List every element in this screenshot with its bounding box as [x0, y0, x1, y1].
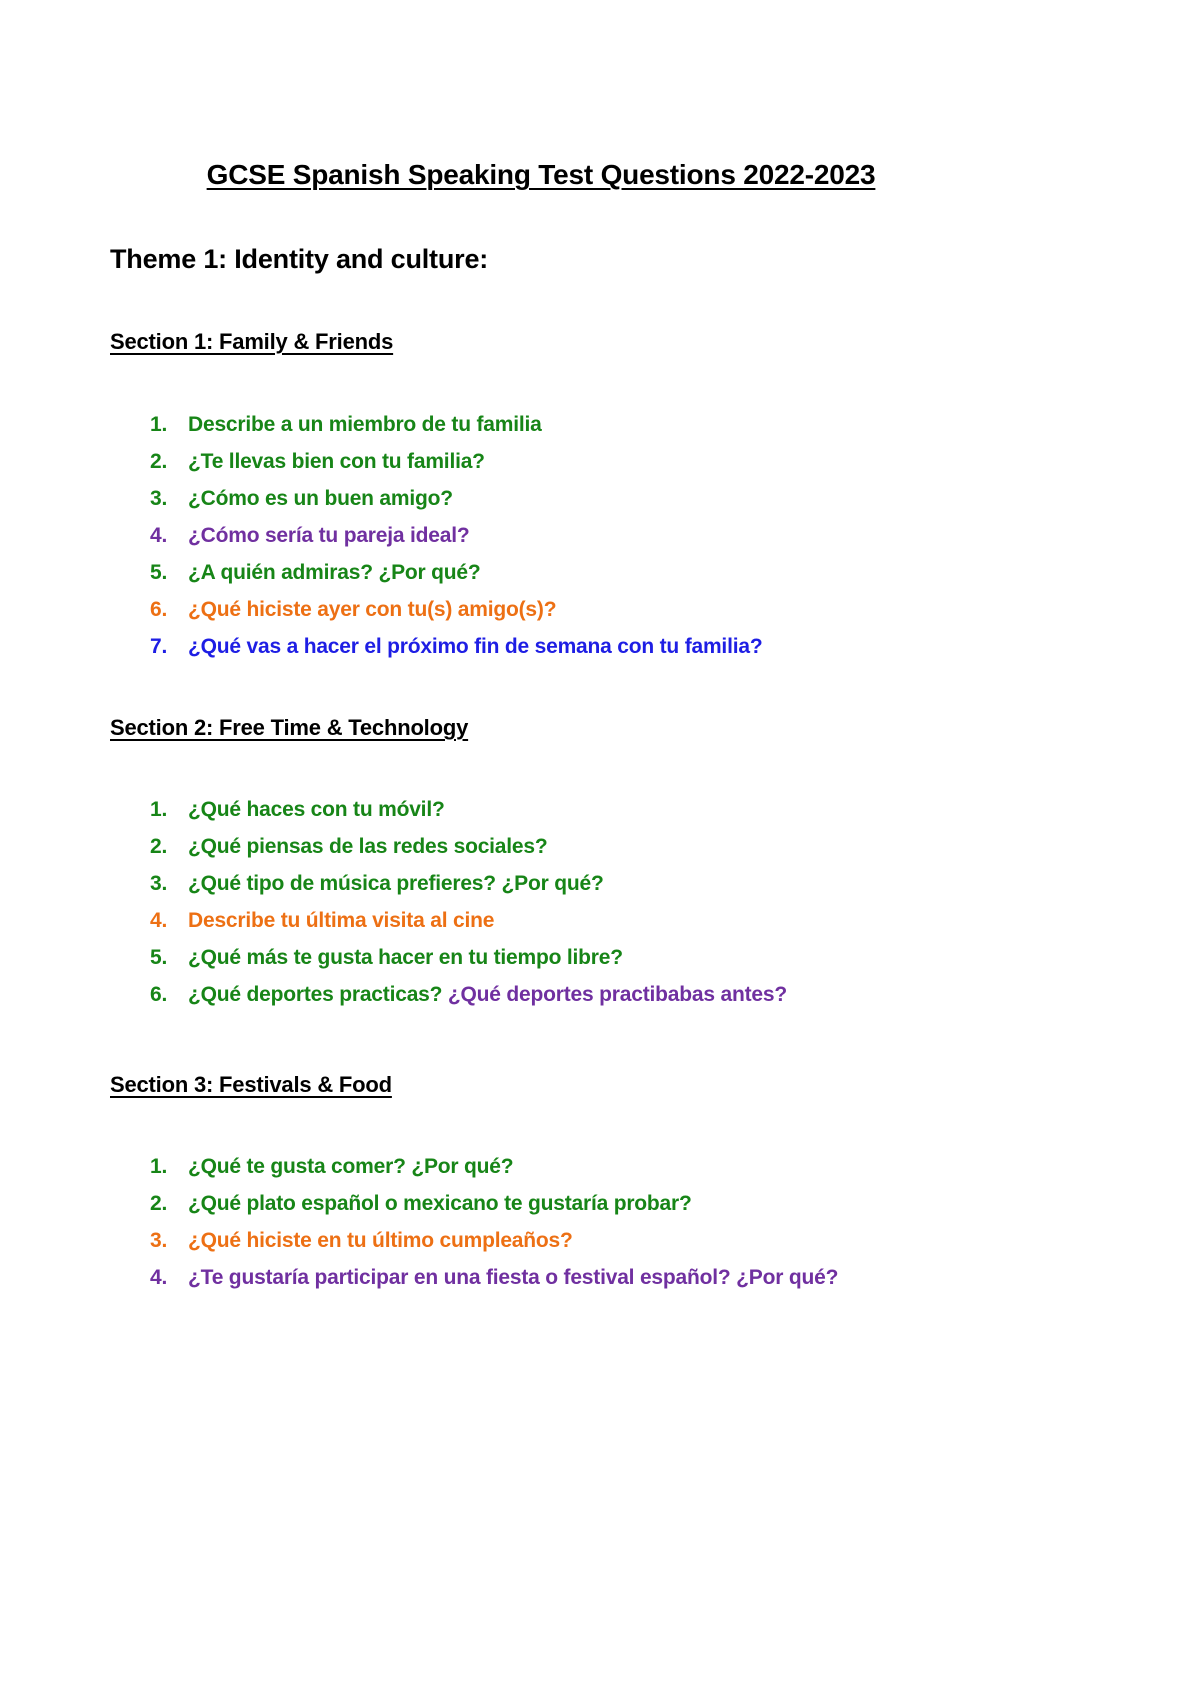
question-item	[110, 443, 972, 480]
question-item	[110, 480, 972, 517]
document-title-text: GCSE Spanish Speaking Test Questions 2022-2023	[206, 159, 876, 190]
question-number: 1.	[150, 413, 168, 436]
question-text: ¿Qué te gusta comer? ¿Por qué?	[188, 1155, 514, 1178]
question-text: ¿Qué hiciste ayer con tu(s) amigo(s)?	[188, 598, 557, 621]
question-number: 2.	[150, 450, 168, 473]
question-text: ¿Cómo sería tu pareja ideal?	[188, 524, 470, 547]
question-text: ¿Qué deportes practicas?	[188, 983, 448, 1006]
question-text: ¿Cómo es un buen amigo?	[188, 487, 453, 510]
question-item	[110, 1148, 972, 1185]
question-item	[110, 828, 972, 865]
theme-heading-prefix: Theme 1:	[110, 244, 227, 274]
question-number: 1.	[150, 1155, 168, 1178]
question-text: ¿Qué tipo de música prefieres? ¿Por qué?	[188, 872, 604, 895]
question-text: ¿A quién admiras? ¿Por qué?	[188, 561, 481, 584]
question-text: ¿Qué más te gusta hacer en tu tiempo libre?	[188, 946, 623, 969]
section-heading	[110, 1071, 972, 1099]
question-number: 6.	[150, 598, 168, 621]
question-text: ¿Te gustaría participar en una fiesta o festival español? ¿Por qué?	[188, 1266, 839, 1289]
question-text: ¿Qué hiciste en tu último cumpleaños?	[188, 1229, 573, 1252]
question-text: ¿Te llevas bien con tu familia?	[188, 450, 485, 473]
question-item	[110, 939, 972, 976]
question-list	[110, 406, 972, 665]
question-item	[110, 628, 972, 665]
question-number: 4.	[150, 524, 168, 547]
section-heading	[110, 328, 972, 356]
question-number: 3.	[150, 487, 168, 510]
section-heading-text: Section 1: Family & Friends	[110, 329, 394, 354]
question-text: ¿Qué plato español o mexicano te gustaría probar?	[188, 1192, 692, 1215]
question-item	[110, 406, 972, 443]
question-list	[110, 1148, 972, 1296]
section-3	[110, 1071, 972, 1296]
theme-heading-text: Identity and culture:	[226, 244, 489, 274]
section-heading-text: Section 2: Free Time & Technology	[110, 715, 469, 740]
section-1	[110, 328, 972, 665]
question-number: 3.	[150, 872, 168, 895]
question-item	[110, 1259, 972, 1296]
question-number: 3.	[150, 1229, 168, 1252]
theme-heading	[110, 244, 972, 274]
question-text: Describe tu última visita al cine	[188, 909, 495, 932]
question-number: 7.	[150, 635, 168, 658]
question-number: 5.	[150, 561, 168, 584]
question-number: 1.	[150, 798, 168, 821]
question-number: 2.	[150, 835, 168, 858]
question-text: ¿Qué vas a hacer el próximo fin de semana con tu familia?	[188, 635, 763, 658]
document-content	[110, 0, 972, 1296]
section-2	[110, 714, 972, 1013]
question-item	[110, 1185, 972, 1222]
question-item	[110, 791, 972, 828]
question-number: 4.	[150, 1266, 168, 1289]
question-text: Describe a un miembro de tu familia	[188, 413, 542, 436]
question-text: ¿Qué piensas de las redes sociales?	[188, 835, 548, 858]
question-item	[110, 902, 972, 939]
question-number: 5.	[150, 946, 168, 969]
question-item	[110, 591, 972, 628]
question-list	[110, 791, 972, 1013]
question-number: 6.	[150, 983, 168, 1006]
question-number: 2.	[150, 1192, 168, 1215]
question-item	[110, 554, 972, 591]
section-heading-text: Section 3: Festivals & Food	[110, 1072, 392, 1097]
question-number: 4.	[150, 909, 168, 932]
question-item	[110, 865, 972, 902]
question-item	[110, 976, 972, 1013]
question-item	[110, 517, 972, 554]
sections-container	[110, 328, 972, 1296]
question-text: ¿Qué haces con tu móvil?	[188, 798, 445, 821]
document-title	[110, 0, 972, 192]
question-item	[110, 1222, 972, 1259]
section-heading	[110, 714, 972, 742]
question-text: ¿Qué deportes practibabas antes?	[447, 983, 787, 1006]
